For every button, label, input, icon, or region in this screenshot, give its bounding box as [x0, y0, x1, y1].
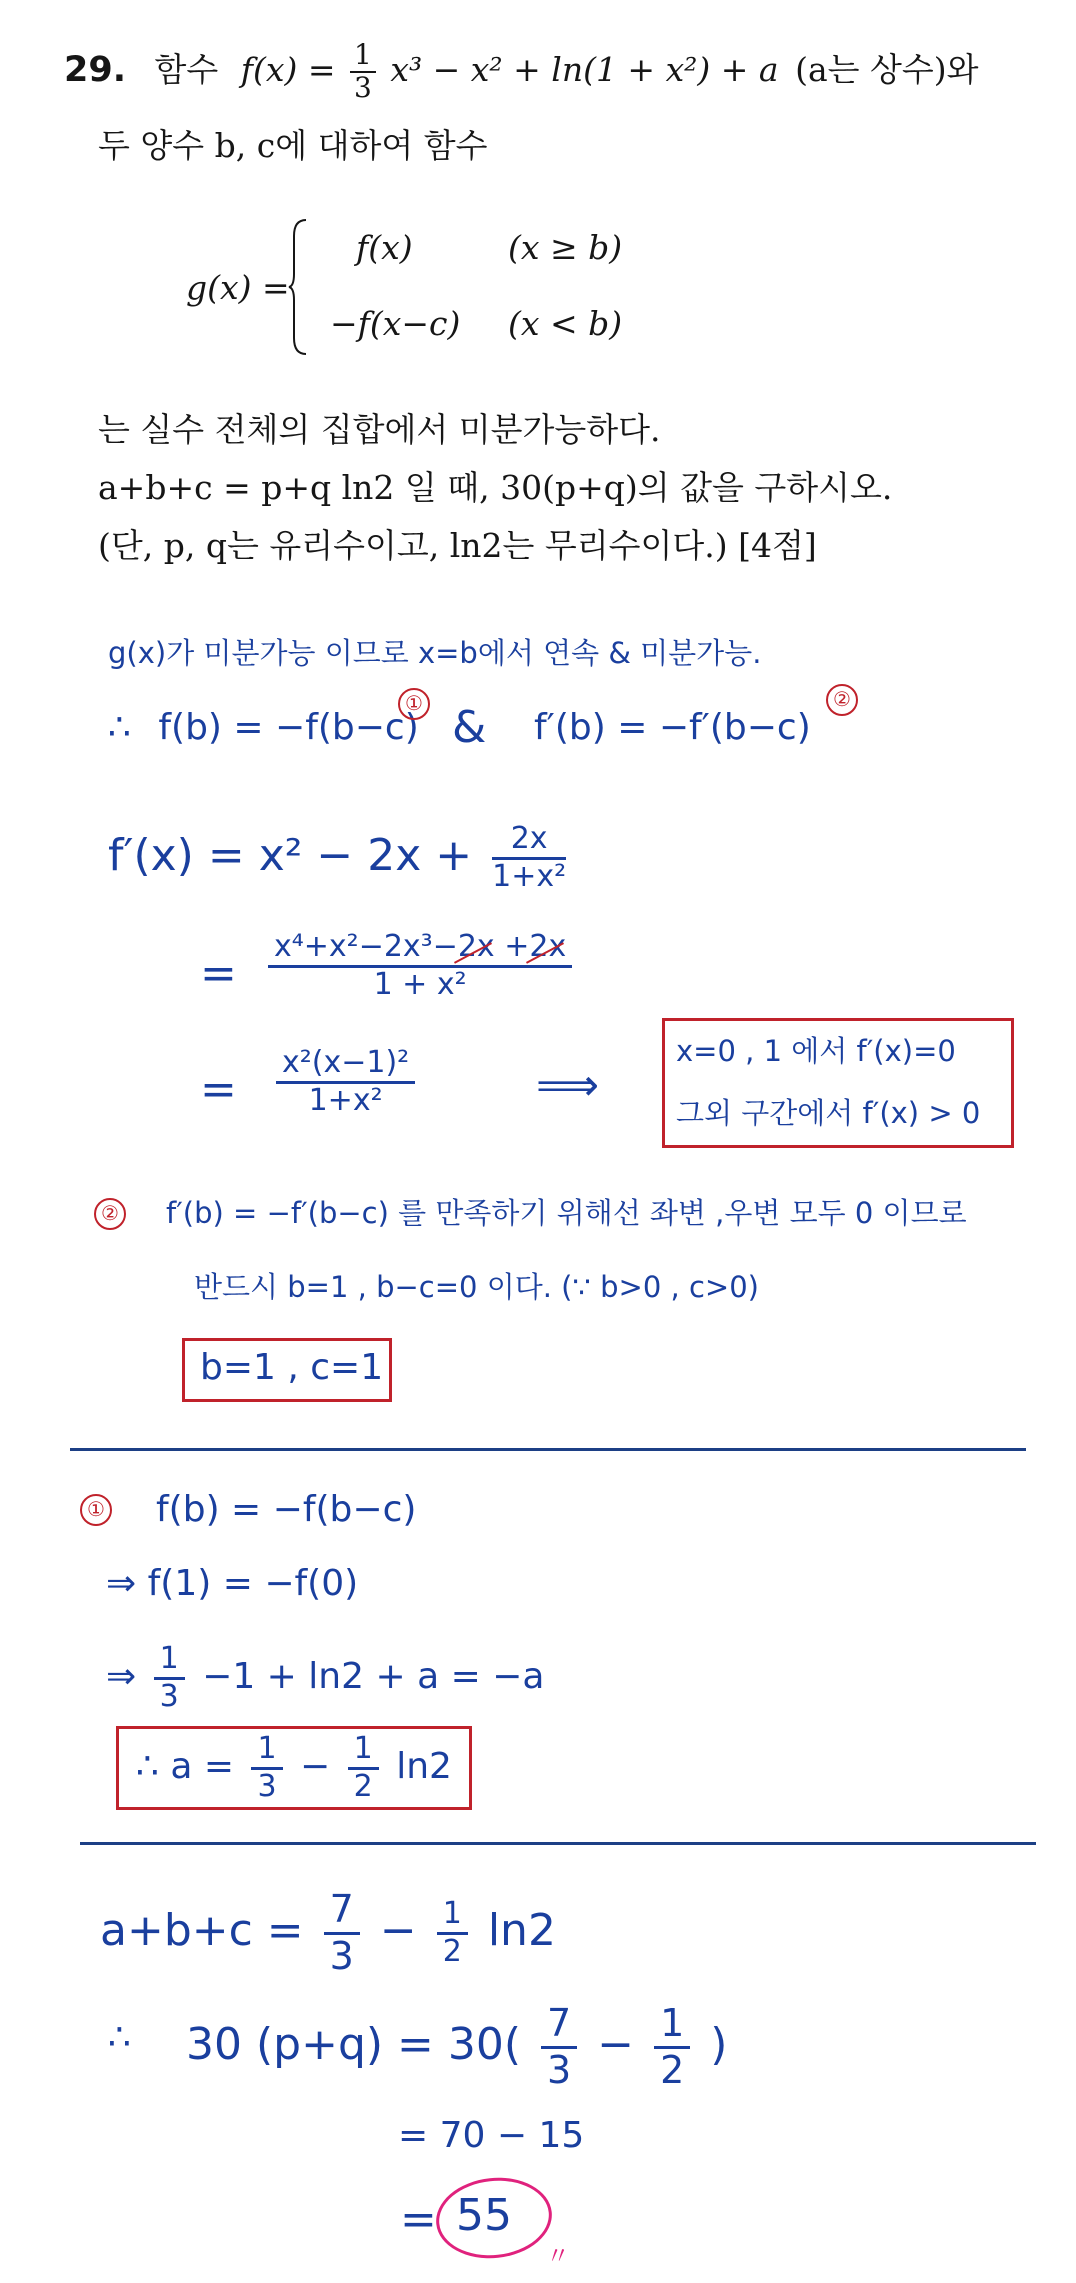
case1-expression: f(x)	[356, 228, 413, 267]
derivative-lhs: f′(x) = x² − 2x +	[108, 830, 473, 881]
function-fraction-num: 1	[350, 40, 376, 73]
a-result-frac2-den: 2	[353, 1768, 373, 1804]
final-close: )	[710, 2019, 728, 2071]
function-lhs: f(x) =	[240, 49, 336, 89]
a-result	[136, 1732, 452, 1804]
equals-step-2: =	[200, 948, 237, 999]
calc-step: = 70 − 15	[398, 2115, 585, 2156]
part1-line3-rest: −1 + ln2 + a = −a	[202, 1656, 545, 1697]
final-frac1-num: 7	[541, 2002, 577, 2049]
sum-frac2-den: 2	[442, 1933, 462, 1969]
final-lhs: 30 (p+q) = 30(	[186, 2019, 522, 2071]
conditions-row	[108, 706, 419, 749]
sum-line	[100, 1888, 556, 1978]
a-result-frac2-num: 1	[348, 1732, 379, 1770]
derivative-fraction-num: 2x	[492, 822, 566, 860]
problem-line-5: (단, p, q는 유리수이고, ln2는 무리수이다.) [4점]	[98, 526, 817, 565]
case1-condition: (x ≥ b)	[508, 228, 623, 267]
sum-suffix: ln2	[487, 1905, 556, 1957]
step3-frac	[276, 1046, 415, 1118]
part1-line3-frac	[154, 1642, 185, 1714]
step3-numerator: x²(x−1)²	[276, 1046, 415, 1084]
step2-frac	[268, 930, 572, 1002]
derivative-fraction-den: 1+x²	[492, 858, 567, 894]
sum-frac1-den: 3	[329, 1933, 354, 1978]
final-frac2-num: 1	[654, 2002, 690, 2049]
derivative-fraction	[492, 822, 566, 894]
function-fraction	[350, 40, 376, 104]
problem-line-3: 는 실수 전체의 집합에서 미분가능하다.	[98, 410, 661, 449]
a-result-minus: −	[300, 1746, 331, 1787]
equals-step-3: =	[200, 1064, 237, 1115]
part2-text: f′(b) = −f′(b−c) 를 만족하기 위해선 좌변 ,우변 모두 0 이므로	[166, 1196, 967, 1230]
final-line	[186, 2002, 727, 2092]
final-frac-2	[654, 2002, 690, 2092]
part1-line-2: ⇒ f(1) = −f(0)	[106, 1563, 359, 1604]
answer-equals: =	[400, 2194, 437, 2245]
derivative-line	[108, 822, 572, 894]
final-frac1-den: 3	[547, 2047, 572, 2092]
final-frac2-den: 2	[660, 2047, 685, 2092]
problem-number: 29.	[64, 49, 127, 90]
problem-line-2: 두 양수 b, c에 대하여 함수	[98, 126, 488, 165]
part1-line3-num: 1	[154, 1642, 185, 1680]
a-result-frac-1	[251, 1732, 282, 1804]
problem-line-1	[64, 40, 979, 104]
case2-expression: −f(x−c)	[330, 304, 461, 343]
problem-line1-prefix: 함수	[154, 49, 219, 89]
step2-numerator: x⁴+x²−2x³−2x +2x	[268, 930, 572, 968]
final-frac-1	[541, 2002, 577, 2092]
solution-intro: g(x)가 미분가능 이므로 x=b에서 연속 & 미분가능.	[108, 636, 762, 670]
answer-value: 55	[456, 2190, 512, 2241]
bc-result: b=1 , c=1	[200, 1347, 384, 1388]
box1-line-1: x=0 , 1 에서 f′(x)=0	[676, 1034, 956, 1068]
step3-fraction	[270, 1046, 421, 1118]
g-lhs: g(x) =	[186, 268, 290, 307]
piecewise-brace	[288, 218, 308, 356]
and-symbol: &	[452, 702, 487, 753]
function-rhs: x³ − x² + ln(1 + x²) + a	[390, 49, 779, 89]
part2-text-2: 반드시 b=1 , b−c=0 이다. (∵ b>0 , c>0)	[194, 1270, 759, 1304]
step2-fraction	[262, 930, 578, 1002]
divider-2	[80, 1842, 1036, 1845]
implies-arrow: ⟹	[536, 1060, 600, 1111]
part1-line-1: f(b) = −f(b−c)	[156, 1489, 417, 1530]
sum-frac-1	[324, 1888, 360, 1978]
condition-1: f(b) = −f(b−c)	[158, 707, 419, 748]
problem-line-4: a+b+c = p+q ln2 일 때, 30(p+q)의 값을 구하시오.	[98, 468, 893, 507]
divider-1	[70, 1448, 1026, 1451]
step2-denominator: 1 + x²	[373, 966, 467, 1002]
step3-denominator: 1+x²	[308, 1082, 383, 1118]
therefore-symbol: ∴	[108, 707, 131, 748]
sum-minus: −	[379, 1905, 417, 1957]
a-result-frac1-num: 1	[251, 1732, 282, 1770]
condition-2-marker: ②	[826, 684, 858, 716]
a-result-frac1-den: 3	[257, 1768, 277, 1804]
part1-marker: ①	[80, 1494, 112, 1526]
a-result-prefix: ∴ a =	[136, 1746, 235, 1787]
box1-line-2: 그외 구간에서 f′(x) > 0	[676, 1096, 981, 1130]
sum-lhs: a+b+c =	[100, 1905, 304, 1957]
answer-tick-mark: 〃	[546, 2242, 570, 2270]
part1-line-3	[106, 1642, 544, 1714]
case2-condition: (x < b)	[508, 304, 623, 343]
condition-2: f′(b) = −f′(b−c)	[534, 707, 811, 748]
sum-frac-2	[437, 1897, 468, 1969]
final-minus: −	[597, 2019, 635, 2071]
a-result-frac-2	[348, 1732, 379, 1804]
part1-line3-den: 3	[159, 1678, 179, 1714]
part1-line3-arrow: ⇒	[106, 1656, 137, 1697]
final-therefore: ∴	[108, 2017, 131, 2058]
a-result-suffix: ln2	[396, 1746, 452, 1787]
condition-1-marker: ①	[398, 688, 430, 720]
function-fraction-den: 3	[354, 70, 372, 104]
problem-line1-suffix: (a는 상수)와	[795, 49, 979, 89]
sum-frac1-num: 7	[324, 1888, 360, 1935]
sum-frac2-num: 1	[437, 1897, 468, 1935]
part2-marker: ②	[94, 1198, 126, 1230]
